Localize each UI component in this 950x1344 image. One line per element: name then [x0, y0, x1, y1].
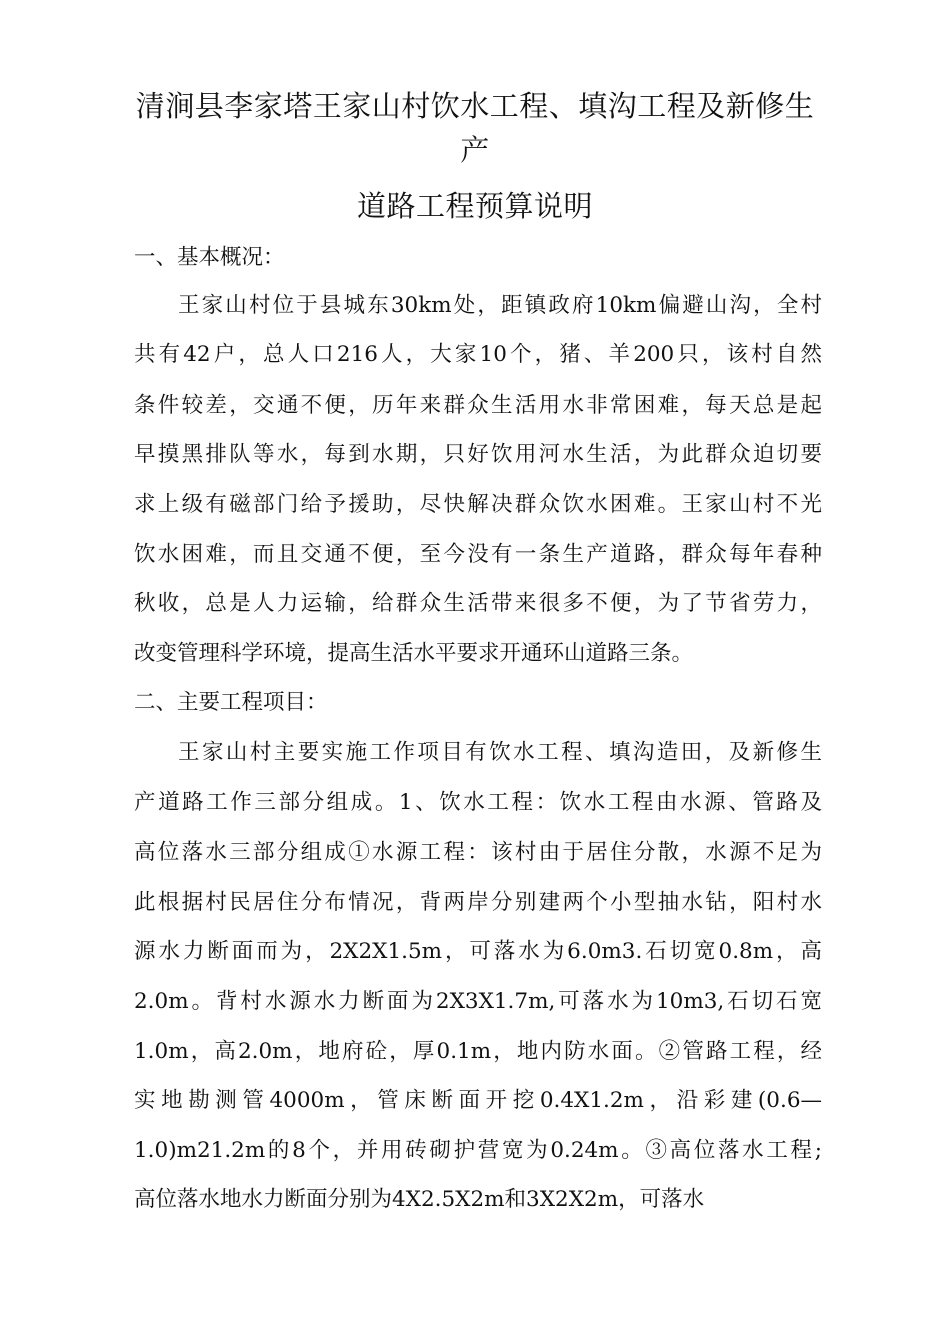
paragraph-2-line-4: 此根据村民居住分布情况，背两岸分别建两个小型抽水钻，阳村水 [134, 890, 822, 915]
document-title-line-3: 道路工程预算说明 [356, 189, 593, 223]
paragraph-1-line-8: 改变管理科学环境，提高生活水平要求开通环山道路三条。 [134, 641, 694, 666]
paragraph-2-line-3: 高位落水三部分组成①水源工程：该村由于居住分散，水源不足为 [134, 840, 822, 865]
paragraph-2-line-5: 源水力断面而为，2X2X1.5m，可落水为6.0m3.石切宽0.8m，高 [134, 939, 822, 964]
section-heading-basic-overview: 一、基本概况： [134, 245, 285, 270]
document-title-line-1: 清涧县李家塔王家山村饮水工程、填沟工程及新修生 [135, 89, 815, 123]
paragraph-1-line-4: 早摸黑排队等水，每到水期，只好饮用河水生活，为此群众迫切要 [134, 442, 822, 467]
paragraph-1-line-6: 饮水困难，而且交通不便，至今没有一条生产道路，群众每年春种 [134, 542, 822, 567]
paragraph-1-line-5: 求上级有磁部门给予援助，尽快解决群众饮水困难。王家山村不光 [134, 492, 822, 517]
paragraph-2-line-10: 高位落水地水力断面分别为4X2.5X2m和3X2X2m，可落水 [134, 1187, 705, 1212]
paragraph-2-line-8: 实地勘测管4000m，管床断面开挖0.4X1.2m，沿彩建(0.6— [134, 1088, 822, 1113]
paragraph-2-line-6: 2.0m。背村水源水力断面为2X3X1.7m,可落水为10m3,石切石宽 [134, 989, 822, 1014]
section-heading-main-projects: 二、主要工程项目： [134, 690, 328, 715]
paragraph-1-line-1: 王家山村位于县城东30km处，距镇政府10km偏避山沟，全村 [178, 293, 822, 318]
paragraph-1-line-7: 秋收，总是人力运输，给群众生活带来很多不便，为了节省劳力， [134, 591, 822, 616]
paragraph-2-line-9: 1.0)m21.2m的8个，并用砖砌护营宽为0.24m。③高位落水工程; [134, 1138, 822, 1163]
paragraph-2-line-2: 产道路工作三部分组成。1、饮水工程：饮水工程由水源、管路及 [134, 790, 822, 815]
paragraph-2-line-1: 王家山村主要实施工作项目有饮水工程、填沟造田，及新修生 [178, 740, 822, 765]
paragraph-1-line-2: 共有42户，总人口216人，大家10个，猪、羊200只，该村自然 [134, 342, 822, 367]
document-title-line-2: 产 [460, 133, 490, 167]
paragraph-1-line-3: 条件较差，交通不便，历年来群众生活用水非常困难，每天总是起 [134, 393, 822, 418]
paragraph-2-line-7: 1.0m，高2.0m，地府砼，厚0.1m，地内防水面。②管路工程，经 [134, 1039, 822, 1064]
